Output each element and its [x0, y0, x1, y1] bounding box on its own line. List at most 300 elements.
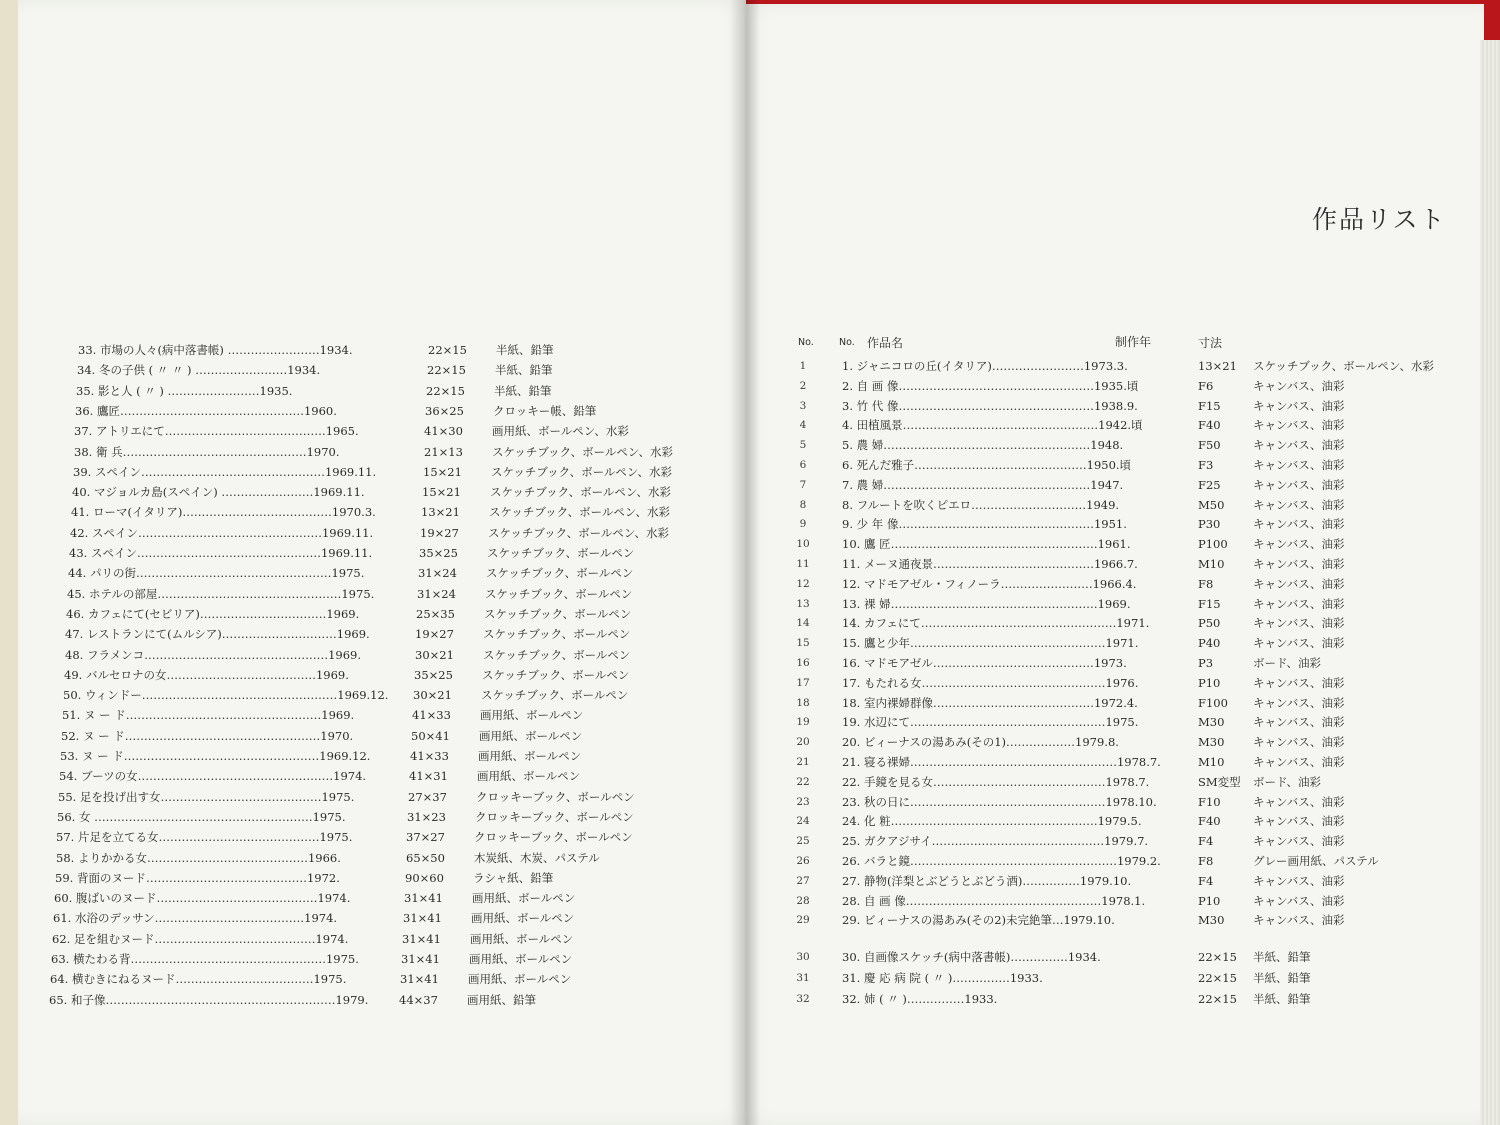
artwork-title: 57. 片足を立てる女……………………………………1975. — [56, 830, 353, 845]
artwork-title: 38. 衛 兵…………………………………………1970. — [74, 444, 340, 459]
artwork-title: 28. 自 画 像……………………………………………1978.1. — [842, 893, 1146, 908]
list-item — [61, 726, 721, 746]
list-item — [788, 712, 1478, 732]
artwork-size: 90×60 — [405, 870, 444, 885]
list-item — [788, 968, 1478, 988]
list-item — [788, 455, 1478, 475]
artwork-size: F3 — [1198, 458, 1214, 472]
list-item — [65, 645, 725, 665]
artwork-medium: 半紙、鉛筆 — [1253, 950, 1311, 965]
artwork-medium: スケッチブック、ボールペン — [485, 586, 633, 601]
artwork-size: M10 — [1198, 557, 1225, 571]
list-item — [788, 772, 1478, 792]
artwork-title: 50. ウィンドー……………………………………………1969.12. — [63, 688, 389, 703]
artwork-medium: 半紙、鉛筆 — [494, 383, 552, 398]
right-page — [744, 4, 1484, 1125]
list-item — [59, 766, 719, 786]
artwork-medium: スケッチブック、ボールペン、水彩 — [489, 505, 671, 520]
artwork-size: 31×23 — [407, 809, 446, 824]
artwork-size: F10 — [1198, 794, 1221, 809]
artwork-medium: 画用紙、ボールペン — [479, 728, 583, 743]
artwork-size: P100 — [1198, 537, 1228, 552]
artwork-title: 60. 腹ばいのヌード……………………………………1974. — [54, 891, 351, 906]
row-number: 21 — [796, 756, 810, 768]
row-number: 12 — [796, 577, 810, 590]
artwork-title: 16. マドモアゼル……………………………………1973. — [842, 656, 1127, 670]
artwork-medium: クロッキー帳、鉛筆 — [493, 403, 597, 418]
artwork-size: 36×25 — [425, 403, 464, 418]
artwork-title: 56. 女 …………………………………………………1975. — [57, 809, 346, 824]
artwork-title: 9. 少 年 像……………………………………………1951. — [842, 517, 1127, 532]
list-item — [74, 442, 734, 462]
list-item — [62, 705, 722, 725]
list-item — [71, 502, 731, 522]
artwork-medium: 半紙、鉛筆 — [1253, 971, 1311, 986]
row-number: 17 — [796, 676, 810, 689]
list-item — [788, 495, 1478, 515]
artwork-medium: キャンバス、油彩 — [1253, 755, 1345, 769]
artwork-size: 13×21 — [1198, 359, 1237, 373]
artwork-title: 37. アトリエにて……………………………………1965. — [74, 424, 359, 439]
artwork-medium: キャンバス、油彩 — [1253, 695, 1345, 710]
list-item — [788, 792, 1478, 812]
artwork-size: 22×15 — [1198, 971, 1237, 986]
row-number: 24 — [796, 815, 810, 828]
row-number: 18 — [796, 696, 810, 709]
artwork-medium: キャンバス、油彩 — [1253, 418, 1345, 433]
row-number: 10 — [796, 538, 810, 551]
artwork-size: 19×27 — [420, 525, 459, 540]
artwork-size: P10 — [1198, 893, 1221, 908]
artwork-medium: 画用紙、ボールペン — [477, 769, 581, 784]
list-item — [51, 949, 711, 969]
list-item — [60, 746, 720, 766]
artwork-title: 31. 慶 応 病 院 ( 〃 )……………1933. — [842, 971, 1043, 986]
artwork-size: 30×21 — [413, 688, 452, 703]
artwork-size: 37×27 — [406, 830, 445, 845]
list-item — [56, 827, 716, 847]
artwork-title: 33. 市場の人々(病中落書帳) ……………………1934. — [78, 343, 353, 357]
artwork-title: 29. ビィーナスの湯あみ(その2)未完絶筆…1979.10. — [842, 913, 1115, 928]
artwork-size: F4 — [1198, 873, 1214, 888]
artwork-size: P50 — [1198, 616, 1221, 631]
artwork-size: 65×50 — [406, 850, 445, 865]
artwork-medium: キャンバス、油彩 — [1253, 557, 1345, 571]
artwork-medium: キャンバス、油彩 — [1253, 735, 1345, 750]
list-item — [56, 848, 716, 868]
artwork-medium: キャンバス、油彩 — [1253, 715, 1345, 730]
artwork-medium: 画用紙、ボールペン — [480, 708, 584, 723]
artwork-title: 41. ローマ(イタリア)…………………………………1970.3. — [71, 505, 376, 520]
list-item — [788, 574, 1478, 594]
artwork-medium: グレー画用紙、パステル — [1253, 854, 1379, 868]
row-number: 22 — [796, 775, 810, 788]
artwork-medium: キャンバス、油彩 — [1253, 477, 1345, 492]
artwork-title: 18. 室内裸婦群像……………………………………1972.4. — [842, 695, 1138, 710]
list-item — [788, 396, 1478, 416]
list-item — [788, 376, 1478, 396]
row-number: 26 — [796, 855, 810, 867]
artwork-size: 22×15 — [427, 363, 466, 378]
artwork-size: F25 — [1198, 477, 1221, 492]
row-number: 1 — [799, 360, 807, 372]
artwork-title: 4. 田植風景……………………………………………1942.頃 — [842, 418, 1143, 433]
artwork-title: 1. ジャニコロの丘(イタリア)……………………1973.3. — [842, 359, 1128, 373]
artwork-title: 15. 鷹と少年……………………………………………1971. — [842, 636, 1139, 651]
artwork-title: 63. 横たわる背……………………………………………1975. — [51, 952, 359, 966]
artwork-title: 11. メーヌ通夜景……………………………………1966.7. — [842, 557, 1138, 571]
list-item — [788, 989, 1478, 1009]
artwork-medium: キャンバス、油彩 — [1253, 834, 1345, 849]
artwork-medium: スケッチブック、ボールペン — [484, 606, 632, 621]
row-number: 23 — [796, 795, 810, 808]
artwork-size: F100 — [1198, 695, 1228, 710]
list-item — [788, 831, 1478, 851]
artwork-size: 31×41 — [402, 931, 441, 946]
artwork-medium: キャンバス、油彩 — [1253, 675, 1345, 690]
list-item — [788, 554, 1478, 574]
artwork-title: 35. 影と人 ( 〃 ) ……………………1935. — [76, 383, 293, 398]
artwork-medium: キャンバス、油彩 — [1253, 576, 1345, 591]
row-number: 2 — [799, 379, 807, 392]
row-number: 16 — [796, 657, 810, 669]
artwork-title: 22. 手鏡を見る女………………………………………1978.7. — [842, 774, 1150, 789]
list-item — [788, 752, 1478, 772]
list-item — [52, 929, 712, 949]
artwork-title: 6. 死んだ雅子………………………………………1950.頃 — [842, 458, 1132, 472]
artwork-medium: キャンバス、油彩 — [1253, 794, 1345, 809]
list-item — [77, 360, 737, 380]
artwork-medium: スケッチブック、ボールペン、水彩 — [1253, 359, 1435, 373]
artwork-title: 62. 足を組むヌード……………………………………1974. — [52, 931, 349, 946]
artwork-size: 22×15 — [1198, 950, 1237, 965]
artwork-medium: 木炭紙、木炭、パステル — [474, 850, 600, 865]
row-number: 25 — [796, 835, 810, 848]
artwork-medium: キャンバス、油彩 — [1253, 438, 1345, 453]
artwork-medium: 画用紙、ボールペン、水彩 — [492, 424, 629, 439]
artwork-title: 34. 冬の子供 ( 〃 〃 ) ……………………1934. — [77, 363, 321, 378]
artwork-medium: 画用紙、ボールペン — [468, 972, 572, 987]
artwork-title: 8. フルートを吹くピエロ…………………………1949. — [842, 497, 1120, 512]
list-item — [64, 665, 724, 685]
artwork-size: M30 — [1198, 913, 1225, 928]
artwork-size: F8 — [1198, 576, 1214, 591]
list-item — [78, 340, 738, 360]
list-item — [76, 381, 736, 401]
artwork-size: F15 — [1198, 596, 1221, 611]
list-item — [788, 871, 1478, 891]
row-number: 7 — [799, 478, 807, 491]
artwork-size: P40 — [1198, 636, 1221, 651]
artwork-title: 45. ホテルの部屋…………………………………………1975. — [67, 586, 375, 601]
artwork-size: 27×37 — [408, 789, 447, 804]
artwork-title: 23. 秋の日に……………………………………………1978.10. — [842, 794, 1157, 809]
artwork-title: 36. 鷹匠…………………………………………1960. — [75, 403, 337, 418]
row-number: 19 — [796, 716, 810, 729]
artwork-medium: 半紙、鉛筆 — [495, 363, 553, 378]
artwork-medium: キャンバス、油彩 — [1253, 913, 1345, 928]
list-item — [72, 482, 732, 502]
artwork-title: 39. スペイン…………………………………………1969.11. — [73, 464, 377, 479]
artwork-medium: スケッチブック、ボールペン、水彩 — [491, 464, 673, 479]
row-number: 6 — [799, 459, 807, 471]
artwork-medium: ラシャ紙、鉛筆 — [473, 870, 554, 885]
artwork-title: 43. スペイン…………………………………………1969.11. — [69, 546, 373, 560]
list-item — [65, 624, 725, 644]
artwork-title: 24. 化 粧………………………………………………1979.5. — [842, 814, 1142, 829]
artwork-title: 19. 水辺にて……………………………………………1975. — [842, 715, 1139, 730]
row-number: 31 — [796, 972, 810, 985]
artwork-size: 15×21 — [423, 464, 462, 479]
artwork-title: 20. ビィーナスの湯あみ(その1)………………1979.8. — [842, 735, 1119, 750]
list-item — [55, 868, 715, 888]
artwork-medium: キャンバス、油彩 — [1253, 873, 1345, 888]
list-item — [50, 969, 710, 989]
row-number: 27 — [796, 874, 810, 887]
header-year: 制作年 — [1115, 335, 1152, 349]
artwork-medium: スケッチブック、ボールペン — [486, 566, 634, 581]
artwork-size: F6 — [1198, 378, 1214, 393]
list-item — [788, 891, 1478, 911]
artwork-size: 19×27 — [415, 627, 454, 642]
list-item — [788, 534, 1478, 554]
artwork-medium: スケッチブック、ボールペン、水彩 — [492, 444, 674, 459]
artwork-medium: 半紙、鉛筆 — [1253, 992, 1311, 1007]
artwork-medium: スケッチブック、ボールペン、水彩 — [488, 525, 670, 540]
artwork-medium: キャンバス、油彩 — [1253, 596, 1345, 611]
artwork-medium: 半紙、鉛筆 — [496, 343, 554, 357]
artwork-medium: 画用紙、ボールペン — [471, 911, 575, 926]
artwork-title: 3. 竹 代 像……………………………………………1938.9. — [842, 398, 1138, 413]
row-number: 30 — [796, 951, 810, 964]
artwork-title: 2. 自 画 像……………………………………………1935.頃 — [842, 378, 1139, 393]
list-item — [788, 613, 1478, 633]
artwork-title: 42. スペイン…………………………………………1969.11. — [70, 525, 374, 540]
list-item — [788, 356, 1478, 376]
artwork-size: 31×41 — [400, 972, 439, 987]
artwork-medium: 画用紙、ボールペン — [470, 931, 574, 946]
artwork-title: 59. 背面のヌード……………………………………1972. — [55, 870, 340, 885]
artwork-medium: スケッチブック、ボールペン — [481, 688, 629, 703]
artwork-size: F15 — [1198, 398, 1221, 413]
artwork-title: 12. マドモアゼル・フィノーラ……………………1966.4. — [842, 576, 1137, 591]
artwork-size: 22×15 — [428, 343, 467, 357]
list-item — [788, 415, 1478, 435]
artwork-title: 30. 自画像スケッチ(病中落書帳)……………1934. — [842, 950, 1101, 965]
artwork-size: 44×37 — [399, 992, 438, 1007]
artwork-size: 41×33 — [410, 749, 449, 763]
artwork-size: M30 — [1198, 735, 1225, 750]
list-item — [70, 523, 730, 543]
artwork-medium: キャンバス、油彩 — [1253, 636, 1345, 651]
list-item — [75, 401, 735, 421]
book-spine — [730, 0, 760, 1125]
artwork-size: M30 — [1198, 715, 1225, 730]
artwork-title: 55. 足を投げ出す女……………………………………1975. — [58, 789, 355, 804]
artwork-size: 41×30 — [424, 424, 463, 439]
artwork-medium: キャンバス、油彩 — [1253, 537, 1345, 552]
row-number: 32 — [796, 993, 810, 1006]
artwork-medium: 画用紙、鉛筆 — [467, 992, 536, 1007]
artwork-medium: クロッキーブック、ボールペン — [474, 830, 633, 845]
book-edge-left — [0, 0, 18, 1125]
artwork-size: 22×15 — [426, 383, 465, 398]
artwork-medium: キャンバス、油彩 — [1253, 814, 1345, 829]
artwork-title: 10. 鷹 匠………………………………………………1961. — [842, 537, 1131, 552]
artwork-medium: キャンバス、油彩 — [1253, 497, 1345, 512]
artwork-size: F40 — [1198, 814, 1221, 829]
artwork-title: 46. カフェにて(セビリア)……………………………1969. — [66, 606, 360, 621]
artwork-title: 58. よりかかる女……………………………………1966. — [56, 850, 341, 865]
row-number: 13 — [796, 597, 810, 610]
list-item — [66, 604, 726, 624]
artwork-title: 61. 水浴のデッサン…………………………………1974. — [53, 911, 338, 926]
list-item — [788, 947, 1478, 967]
artwork-medium: 画用紙、ボールペン — [469, 952, 573, 966]
header-no: No. — [839, 337, 855, 348]
list-item — [788, 811, 1478, 831]
list-item — [788, 435, 1478, 455]
artwork-title: 53. ヌ ー ド……………………………………………1969.12. — [60, 749, 371, 763]
artwork-title: 5. 農 婦………………………………………………1948. — [842, 438, 1124, 453]
artwork-title: 14. カフェにて……………………………………………1971. — [842, 616, 1150, 631]
artwork-medium: キャンバス、油彩 — [1253, 378, 1345, 393]
artwork-medium: スケッチブック、ボールペン — [487, 546, 635, 560]
artwork-size: F40 — [1198, 418, 1221, 433]
artwork-title: 25. ガクアジサイ………………………………………1979.7. — [842, 834, 1149, 849]
artwork-medium: キャンバス、油彩 — [1253, 616, 1345, 631]
row-number: 29 — [796, 914, 810, 927]
row-number: 9 — [799, 518, 807, 531]
artwork-title: 51. ヌ ー ド……………………………………………1969. — [62, 708, 355, 723]
list-item — [788, 653, 1478, 673]
artwork-title: 44. パリの街……………………………………………1975. — [68, 566, 365, 581]
artwork-title: 65. 和子像……………………………………………………1979. — [49, 992, 369, 1007]
row-number: 14 — [796, 617, 810, 630]
artwork-medium: ボード、油彩 — [1253, 774, 1321, 789]
artwork-title: 48. フラメンコ…………………………………………1969. — [65, 647, 362, 662]
artwork-size: 31×24 — [417, 586, 456, 601]
artwork-size: 13×21 — [421, 505, 460, 520]
artwork-title: 52. ヌ ー ド……………………………………………1970. — [61, 728, 354, 743]
artwork-medium: 画用紙、ボールペン — [472, 891, 576, 906]
artwork-medium: スケッチブック、ボールペン — [483, 627, 631, 642]
artwork-medium: スケッチブック、ボールペン — [483, 647, 631, 662]
artwork-title: 49. バルセロナの女…………………………………1969. — [64, 667, 349, 682]
artwork-medium: ボード、油彩 — [1253, 656, 1321, 670]
artwork-size: 41×31 — [409, 769, 448, 784]
list-item — [788, 673, 1478, 693]
list-item — [68, 563, 728, 583]
artwork-title: 40. マジョルカ島(スペイン) ……………………1969.11. — [72, 485, 365, 500]
row-number: 8 — [799, 498, 807, 511]
artwork-title: 21. 寝る裸婦………………………………………………1978.7. — [842, 755, 1161, 769]
artwork-size: 15×21 — [422, 485, 461, 500]
header-size: 寸法 — [1198, 336, 1223, 350]
list-item — [73, 462, 733, 482]
artwork-title: 54. ブーツの女……………………………………………1974. — [59, 769, 367, 784]
artwork-size: M10 — [1198, 755, 1225, 769]
row-number: 5 — [799, 439, 807, 452]
artwork-size: 31×24 — [418, 566, 457, 581]
list-item — [58, 787, 718, 807]
list-item — [67, 584, 727, 604]
artwork-size: 30×21 — [415, 647, 454, 662]
artwork-title: 17. もたれる女…………………………………………1976. — [842, 675, 1139, 690]
row-number: 28 — [796, 894, 810, 907]
list-item — [788, 910, 1478, 930]
row-number: 15 — [796, 637, 810, 650]
artwork-size: SM変型 — [1198, 774, 1241, 789]
artwork-size: 35×25 — [419, 546, 458, 560]
artwork-size: 25×35 — [416, 606, 455, 621]
artwork-title: 32. 姉 ( 〃 )……………1933. — [842, 992, 998, 1007]
list-item — [788, 693, 1478, 713]
list-item — [788, 475, 1478, 495]
list-item — [788, 633, 1478, 653]
page-title: 作品リスト — [1312, 205, 1447, 234]
header-name: 作品名 — [867, 336, 904, 350]
header-no-col: No. — [798, 337, 814, 348]
row-number: 20 — [796, 736, 810, 749]
artwork-size: 22×15 — [1198, 992, 1237, 1007]
artwork-medium: スケッチブック、ボールペン — [482, 667, 630, 682]
artwork-size: P10 — [1198, 675, 1221, 690]
artwork-medium: スケッチブック、ボールペン、水彩 — [490, 485, 672, 500]
artwork-size: F4 — [1198, 834, 1214, 849]
artwork-medium: 画用紙、ボールペン — [478, 749, 582, 763]
list-item — [788, 514, 1478, 534]
artwork-title: 27. 静物(洋梨とぶどうとぶどう酒)……………1979.10. — [842, 873, 1132, 888]
artwork-size: F8 — [1198, 854, 1214, 868]
artwork-medium: クロッキーブック、ボールペン — [475, 809, 634, 824]
artwork-medium: キャンバス、油彩 — [1253, 893, 1345, 908]
list-item — [57, 807, 717, 827]
artwork-size: 50×41 — [411, 728, 450, 743]
list-item — [788, 594, 1478, 614]
list-item — [49, 990, 709, 1010]
artwork-size: 41×33 — [412, 708, 451, 723]
artwork-size: 21×13 — [424, 444, 463, 459]
list-item — [54, 888, 714, 908]
left-page — [18, 0, 746, 1125]
artwork-size: 31×41 — [404, 891, 443, 906]
list-item — [53, 908, 713, 928]
list-item — [74, 421, 734, 441]
artwork-size: P30 — [1198, 517, 1221, 532]
list-item — [69, 543, 729, 563]
artwork-size: M50 — [1198, 497, 1225, 512]
artwork-title: 47. レストランにて(ムルシア)…………………………1969. — [65, 627, 370, 642]
artwork-size: F50 — [1198, 438, 1221, 453]
artwork-medium: キャンバス、油彩 — [1253, 458, 1345, 472]
row-number: 4 — [799, 419, 807, 432]
artwork-title: 26. バラと鏡………………………………………………1979.2. — [842, 854, 1161, 868]
artwork-title: 13. 裸 婦………………………………………………1969. — [842, 596, 1131, 611]
list-item — [63, 685, 723, 705]
artwork-size: P3 — [1198, 656, 1214, 670]
row-number: 3 — [799, 399, 807, 412]
artwork-title: 64. 横むきにねるヌード………………………………1975. — [50, 972, 347, 987]
row-number: 11 — [796, 558, 810, 570]
list-item — [788, 732, 1478, 752]
artwork-size: 31×41 — [403, 911, 442, 926]
book-edge-right — [1480, 40, 1500, 1125]
artwork-title: 7. 農 婦………………………………………………1947. — [842, 477, 1124, 492]
list-item — [788, 851, 1478, 871]
artwork-size: 31×41 — [401, 952, 440, 966]
artwork-medium: クロッキーブック、ボールペン — [476, 789, 635, 804]
